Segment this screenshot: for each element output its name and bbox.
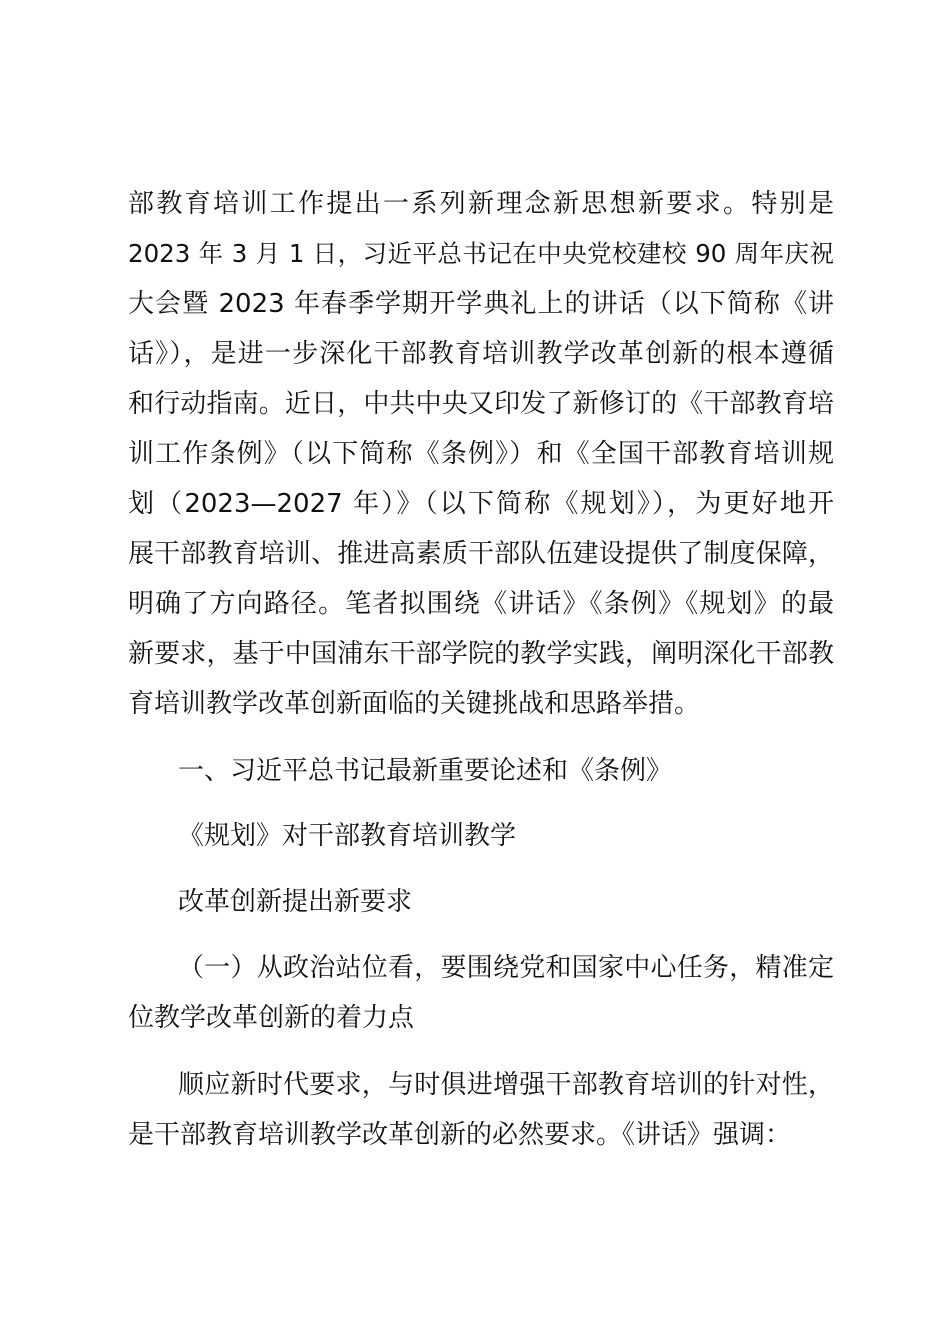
section-heading-line: 改革创新提出新要求 — [178, 887, 413, 917]
paragraph-line: 展干部教育培训、推进高素质干部队伍建设提供了制度保障， — [128, 539, 834, 569]
paragraph-line: 话》），是进一步深化干部教育培训教学改革创新的根本遵循 — [128, 339, 834, 369]
paragraph-line: 明确了方向路径。笔者拟围绕《讲话》《条例》《规划》的最 — [128, 589, 834, 619]
paragraph-line: 训工作条例》（以下简称《条例》）和《全国干部教育培训规 — [128, 439, 834, 469]
paragraph-line: 和行动指南。近日，中共中央又印发了新修订的《干部教育培 — [128, 389, 834, 419]
paragraph-line: 划（2023—2027 年）》（以下简称《规划》），为更好地开 — [128, 489, 834, 519]
paragraph-line: 育培训教学改革创新面临的关键挑战和思路举措。 — [128, 689, 701, 719]
paragraph-line: 部教育培训工作提出一系列新理念新思想新要求。特别是 — [128, 189, 834, 219]
section-heading-line: 《规划》对干部教育培训教学 — [178, 821, 517, 851]
section-heading-line: 一、习近平总书记最新重要论述和《条例》 — [178, 756, 673, 786]
paragraph-line: 大会暨 2023 年春季学期开学典礼上的讲话（以下简称《讲 — [128, 289, 834, 319]
subsection-heading-line: （一）从政治站位看，要围绕党和国家中心任务，精准定 — [178, 953, 834, 983]
paragraph-line: 新要求，基于中国浦东干部学院的教学实践，阐明深化干部教 — [128, 639, 834, 669]
paragraph-line: 顺应新时代要求，与时俱进增强干部教育培训的针对性， — [178, 1070, 834, 1100]
paragraph-line: 2023 年 3 月 1 日，习近平总书记在中央党校建校 90 周年庆祝 — [128, 239, 834, 268]
subsection-heading-line: 位教学改革创新的着力点 — [128, 1003, 415, 1033]
paragraph-line: 是干部教育培训教学改革创新的必然要求。《讲话》强调： — [128, 1120, 792, 1150]
